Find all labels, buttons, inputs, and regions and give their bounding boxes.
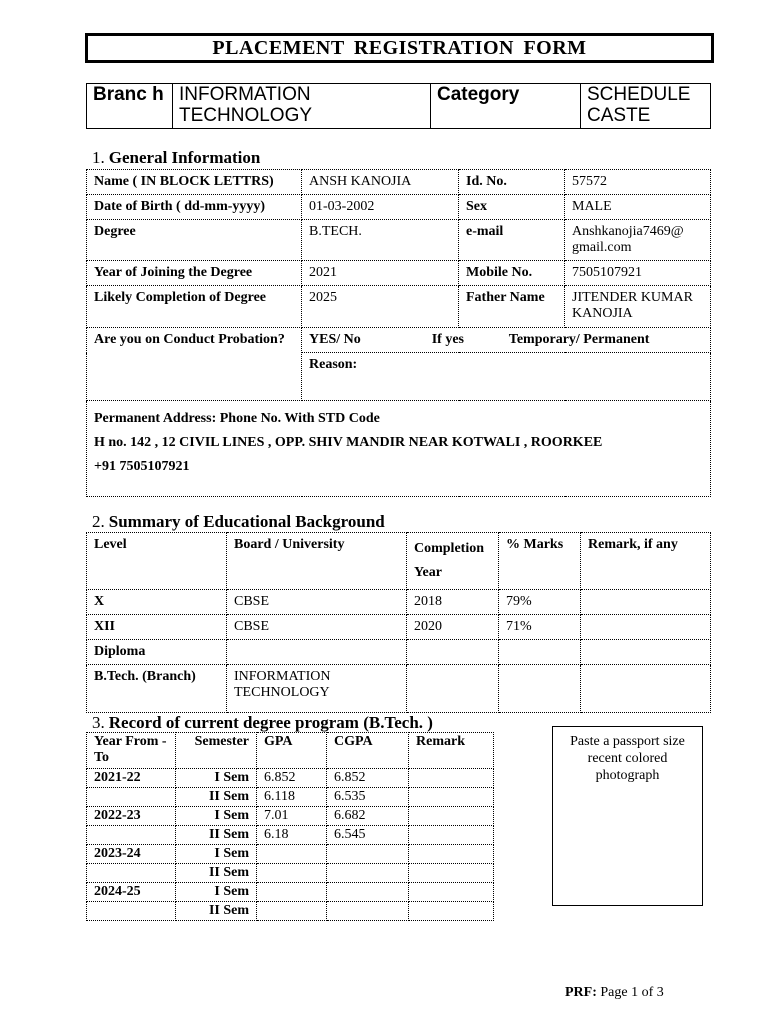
mobile-label: Mobile No. <box>459 261 565 286</box>
father-name-label: Father Name <box>459 286 565 328</box>
edu-marks <box>499 665 581 713</box>
table-row <box>87 788 494 807</box>
edu-year: 2018 <box>407 590 499 615</box>
edu-level: X <box>87 590 227 615</box>
rec-remark <box>409 807 494 826</box>
mobile-value: 7505107921 <box>565 261 711 286</box>
general-info-table <box>86 169 711 497</box>
branch-label: Branc h <box>87 84 173 129</box>
rec-year <box>87 788 176 807</box>
sex-value: MALE <box>565 195 711 220</box>
edu-header-marks: % Marks <box>499 533 581 590</box>
edu-board: CBSE <box>227 590 407 615</box>
rec-cgpa: 6.535 <box>327 788 409 807</box>
rec-cgpa: 6.852 <box>327 769 409 788</box>
table-row <box>87 845 494 864</box>
edu-board: CBSE <box>227 615 407 640</box>
probation-label: Are you on Conduct Probation? <box>87 328 302 401</box>
section-1-heading: 1. General Information <box>92 148 261 167</box>
rec-gpa: 6.118 <box>257 788 327 807</box>
form-title-box <box>85 33 714 63</box>
edu-header-year: Completion Year <box>407 533 499 590</box>
edu-year <box>407 665 499 713</box>
rec-header-semester: Semester <box>176 733 257 769</box>
address-line: H no. 142 , 12 CIVIL LINES , OPP. SHIV MANDIR NEAR KOTWALI , ROORKEE <box>94 435 603 450</box>
section-2-heading: 2. Summary of Educational Background <box>92 512 385 531</box>
edu-level: Diploma <box>87 640 227 665</box>
rec-gpa: 6.18 <box>257 826 327 845</box>
rec-header-year: Year From -To <box>87 733 176 769</box>
rec-cgpa <box>327 845 409 864</box>
joining-year-value: 2021 <box>302 261 459 286</box>
category-label: Category <box>431 84 581 129</box>
rec-sem: II Sem <box>176 788 257 807</box>
probation-options <box>302 328 711 353</box>
rec-header-gpa: GPA <box>257 733 327 769</box>
table-row <box>87 590 711 615</box>
rec-remark <box>409 788 494 807</box>
edu-level: XII <box>87 615 227 640</box>
rec-gpa: 6.852 <box>257 769 327 788</box>
rec-year: 2024-25 <box>87 883 176 902</box>
edu-marks: 71% <box>499 615 581 640</box>
rec-remark <box>409 864 494 883</box>
table-row <box>87 883 494 902</box>
rec-remark <box>409 826 494 845</box>
edu-board <box>227 640 407 665</box>
rec-cgpa <box>327 864 409 883</box>
table-row <box>87 902 494 921</box>
edu-remark <box>581 590 711 615</box>
rec-gpa <box>257 902 327 921</box>
form-title: PLACEMENT REGISTRATION FORM <box>212 36 587 59</box>
rec-sem: II Sem <box>176 864 257 883</box>
edu-level: B.Tech. (Branch) <box>87 665 227 713</box>
probation-if-yes: If yes <box>431 332 465 347</box>
page-footer <box>565 985 664 1001</box>
email-label: e-mail <box>459 220 565 261</box>
rec-remark <box>409 902 494 921</box>
edu-marks: 79% <box>499 590 581 615</box>
rec-year <box>87 826 176 845</box>
degree-value: B.TECH. <box>302 220 459 261</box>
footer-label: PRF: <box>565 985 597 1000</box>
address-label: Permanent Address: Phone No. With STD Code <box>94 411 380 426</box>
rec-sem: I Sem <box>176 883 257 902</box>
branch-category-table <box>86 83 711 129</box>
branch-value: INFORMATION TECHNOLOGY <box>173 84 431 129</box>
name-label: Name ( IN BLOCK LETTRS) <box>87 170 302 195</box>
degree-label: Degree <box>87 220 302 261</box>
rec-sem: II Sem <box>176 826 257 845</box>
phone-line: +91 7505107921 <box>94 459 190 474</box>
rec-header-remark: Remark <box>409 733 494 769</box>
rec-sem: I Sem <box>176 807 257 826</box>
rec-sem: II Sem <box>176 902 257 921</box>
rec-remark <box>409 883 494 902</box>
probation-yes-no: YES/ No <box>309 332 361 347</box>
email-value: Anshkanojia7469@ gmail.com <box>565 220 711 261</box>
edu-remark <box>581 615 711 640</box>
completion-label: Likely Completion of Degree <box>87 286 302 328</box>
rec-year: 2023-24 <box>87 845 176 864</box>
table-row <box>87 769 494 788</box>
rec-gpa: 7.01 <box>257 807 327 826</box>
rec-sem: I Sem <box>176 845 257 864</box>
photo-placeholder <box>552 726 703 906</box>
completion-value: 2025 <box>302 286 459 328</box>
category-value: SCHEDULE CASTE <box>581 84 711 129</box>
rec-remark <box>409 769 494 788</box>
edu-year: 2020 <box>407 615 499 640</box>
edu-header-remark: Remark, if any <box>581 533 711 590</box>
table-row <box>87 864 494 883</box>
degree-record-table <box>86 732 494 921</box>
rec-year <box>87 902 176 921</box>
dob-label: Date of Birth ( dd-mm-yyyy) <box>87 195 302 220</box>
rec-gpa <box>257 864 327 883</box>
edu-remark <box>581 665 711 713</box>
rec-cgpa <box>327 902 409 921</box>
reason-label: Reason: <box>302 353 711 401</box>
id-value: 57572 <box>565 170 711 195</box>
edu-header-board: Board / University <box>227 533 407 590</box>
dob-value: 01-03-2002 <box>302 195 459 220</box>
address-cell <box>87 401 711 497</box>
sex-label: Sex <box>459 195 565 220</box>
rec-gpa <box>257 845 327 864</box>
table-row <box>87 615 711 640</box>
rec-cgpa <box>327 883 409 902</box>
page-number: Page 1 of 3 <box>600 985 664 1000</box>
rec-year: 2021-22 <box>87 769 176 788</box>
edu-year <box>407 640 499 665</box>
photo-instructions: Paste a passport size recent colored photograph <box>570 734 685 783</box>
education-table <box>86 532 711 713</box>
name-value: ANSH KANOJIA <box>302 170 459 195</box>
rec-gpa <box>257 883 327 902</box>
section-3-heading: 3. Record of current degree program (B.Tech. ) <box>92 713 433 732</box>
edu-marks <box>499 640 581 665</box>
joining-year-label: Year of Joining the Degree <box>87 261 302 286</box>
table-row <box>87 807 494 826</box>
rec-header-cgpa: CGPA <box>327 733 409 769</box>
edu-header-level: Level <box>87 533 227 590</box>
rec-sem: I Sem <box>176 769 257 788</box>
rec-cgpa: 6.545 <box>327 826 409 845</box>
table-row <box>87 826 494 845</box>
rec-year <box>87 864 176 883</box>
edu-remark <box>581 640 711 665</box>
rec-year: 2022-23 <box>87 807 176 826</box>
rec-remark <box>409 845 494 864</box>
rec-cgpa: 6.682 <box>327 807 409 826</box>
table-row <box>87 665 711 713</box>
probation-type: Temporary/ Permanent <box>508 332 650 347</box>
edu-board: INFORMATION TECHNOLOGY <box>227 665 407 713</box>
father-name-value: JITENDER KUMAR KANOJIA <box>565 286 711 328</box>
table-row <box>87 640 711 665</box>
id-label: Id. No. <box>459 170 565 195</box>
